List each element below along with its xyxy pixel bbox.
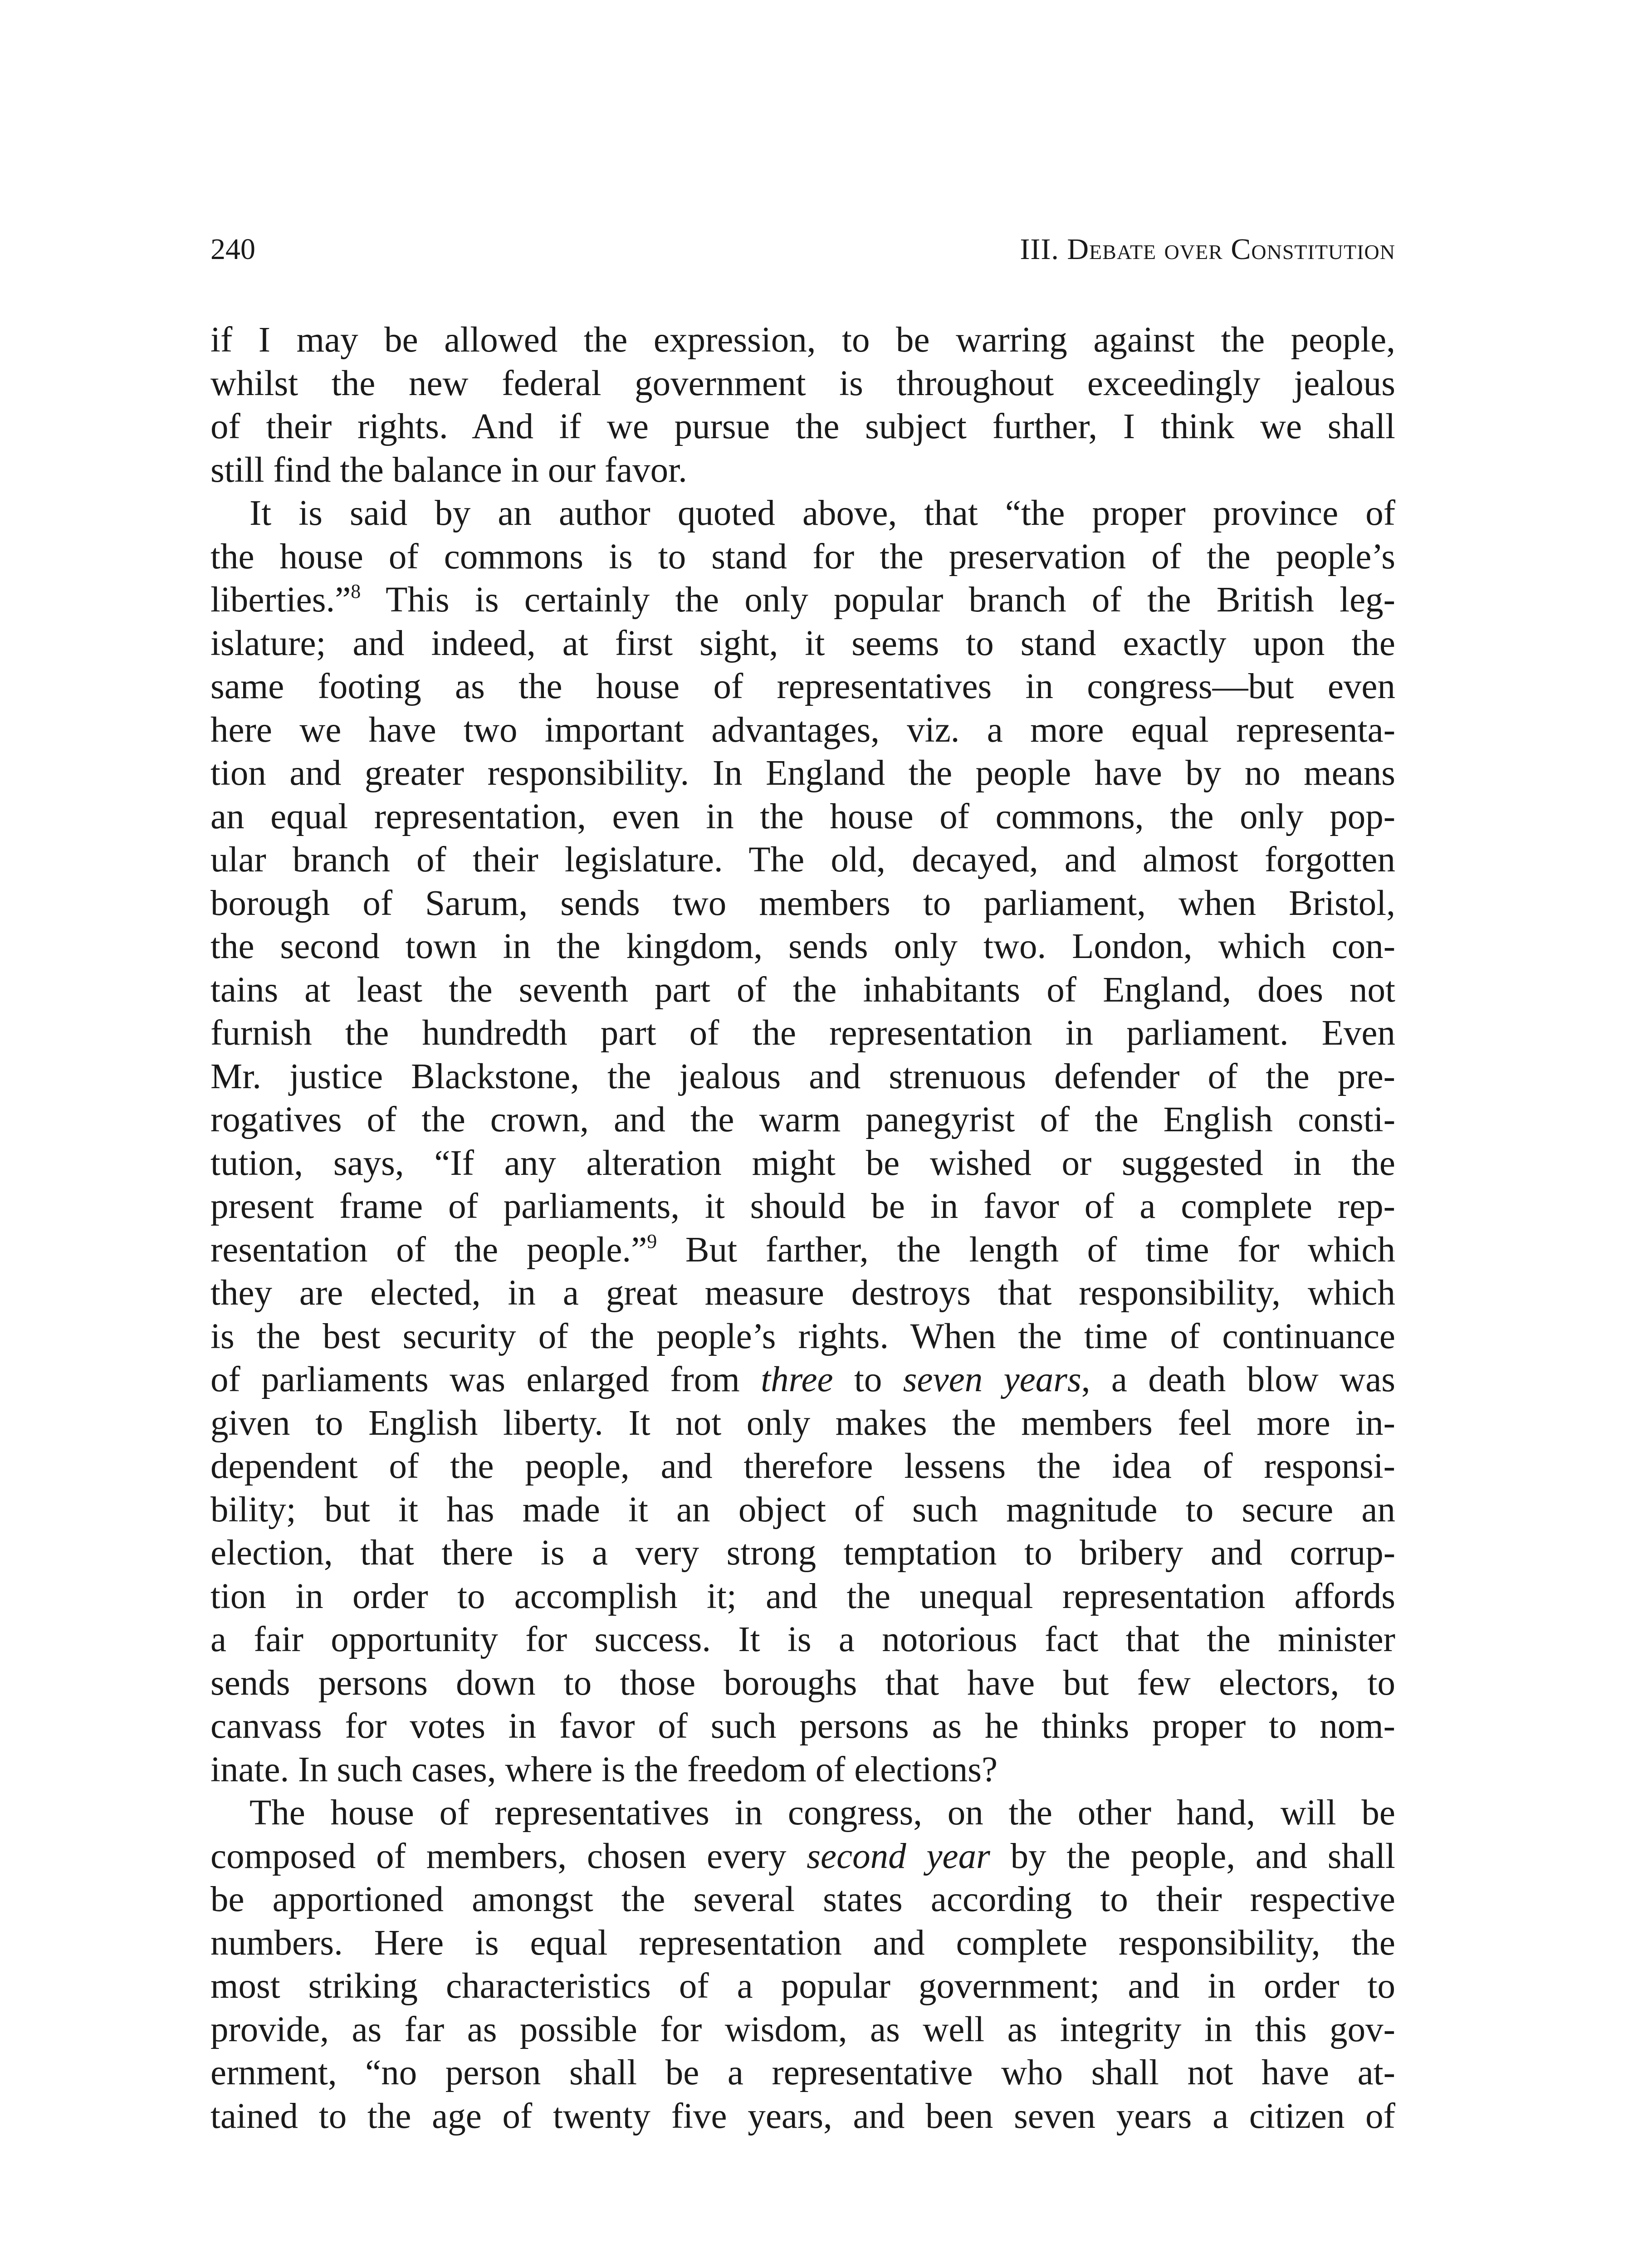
text-segment: of their rights. And if we pursue the subject further, I think we shall bbox=[210, 407, 1395, 446]
paragraph bbox=[210, 318, 1395, 492]
text-line bbox=[210, 795, 1395, 839]
text-line bbox=[210, 1705, 1395, 1748]
text-segment: tution, says, “If any alteration might be wished or suggested in the bbox=[210, 1143, 1395, 1183]
paragraph bbox=[210, 492, 1395, 1791]
running-head-title: Debate over Constitution bbox=[1067, 233, 1395, 266]
text-segment: numbers. Here is equal representation and complete responsibility, the bbox=[210, 1923, 1395, 1963]
text-segment: same footing as the house of representatives in congress—but even bbox=[210, 667, 1395, 706]
text-segment: a fair opportunity for success. It is a notorious fact that the minister bbox=[210, 1620, 1395, 1659]
text-line bbox=[210, 1531, 1395, 1575]
text-line bbox=[210, 968, 1395, 1012]
text-segment: election, that there is a very strong temptation to bribery and corrup- bbox=[210, 1533, 1395, 1573]
text-segment: borough of Sarum, sends two members to parliament, when Bristol, bbox=[210, 883, 1395, 923]
text-line bbox=[210, 1098, 1395, 1142]
text-line bbox=[210, 1228, 1395, 1272]
text-line bbox=[210, 2008, 1395, 2052]
text-segment: provide, as far as possible for wisdom, as well as integrity in this gov- bbox=[210, 2009, 1395, 2049]
text-segment: liberties.” bbox=[210, 580, 351, 620]
page-number: 240 bbox=[210, 233, 255, 266]
text-segment: ular branch of their legislature. The old, decayed, and almost forgotten bbox=[210, 840, 1395, 880]
text-line bbox=[210, 752, 1395, 795]
text-line bbox=[210, 1055, 1395, 1099]
text-segment: tained to the age of twenty five years, and been seven years a citizen of bbox=[210, 2096, 1395, 2136]
text-line bbox=[210, 1965, 1395, 2008]
text-line bbox=[210, 838, 1395, 882]
text-line bbox=[210, 2051, 1395, 2095]
italic-text: seven years bbox=[903, 1360, 1081, 1399]
text-line bbox=[210, 1575, 1395, 1618]
text-segment: tains at least the seventh part of the inhabitants of England, does not bbox=[210, 970, 1395, 1010]
italic-text: three bbox=[761, 1360, 833, 1399]
text-segment: This is certainly the only popular branch of the British leg- bbox=[361, 580, 1395, 620]
text-segment: , a death blow was bbox=[1081, 1360, 1395, 1399]
text-line bbox=[210, 665, 1395, 709]
running-head bbox=[1020, 222, 1395, 277]
text-segment: The house of representatives in congress, on the other hand, will be bbox=[249, 1793, 1395, 1833]
text-segment: they are elected, in a great measure destroys that responsibility, which bbox=[210, 1273, 1395, 1313]
text-line bbox=[210, 492, 1395, 535]
text-segment: an equal representation, even in the house of commons, the only pop- bbox=[210, 797, 1395, 836]
text-segment: rogatives of the crown, and the warm panegyrist of the English consti- bbox=[210, 1100, 1395, 1139]
text-line bbox=[210, 1921, 1395, 1965]
text-line bbox=[210, 925, 1395, 968]
text-line bbox=[210, 1662, 1395, 1705]
text-line bbox=[210, 1358, 1395, 1402]
text-segment: whilst the new federal government is throughout exceedingly jealous bbox=[210, 363, 1395, 403]
text-segment: But farther, the length of time for which bbox=[657, 1230, 1395, 1270]
text-line bbox=[210, 449, 1395, 492]
text-segment: sends persons down to those boroughs that have but few electors, to bbox=[210, 1663, 1395, 1703]
text-segment: islature; and indeed, at first sight, it seems to stand exactly upon the bbox=[210, 623, 1395, 663]
paragraph bbox=[210, 1791, 1395, 2138]
text-segment: the second town in the kingdom, sends only two. London, which con- bbox=[210, 927, 1395, 966]
text-line bbox=[210, 1142, 1395, 1185]
text-segment: composed of members, chosen every bbox=[210, 1836, 807, 1876]
text-line bbox=[210, 1271, 1395, 1315]
text-line bbox=[210, 1878, 1395, 1921]
text-segment: dependent of the people, and therefore lessens the idea of responsi- bbox=[210, 1447, 1395, 1486]
text-line bbox=[210, 1488, 1395, 1532]
text-segment: tion and greater responsibility. In England the people have by no means bbox=[210, 753, 1395, 793]
text-segment: resentation of the people.” bbox=[210, 1230, 647, 1270]
text-segment: inate. In such cases, where is the freedom of elections? bbox=[210, 1750, 998, 1789]
running-head-part-number: III. bbox=[1020, 233, 1067, 266]
text-segment: bility; but it has made it an object of such magnitude to secure an bbox=[210, 1490, 1395, 1530]
text-segment: ernment, “no person shall be a representative who shall not have at- bbox=[210, 2053, 1395, 2092]
text-segment: present frame of parliaments, it should be in favor of a complete rep- bbox=[210, 1187, 1395, 1226]
text-line bbox=[210, 1402, 1395, 1445]
text-segment: Mr. justice Blackstone, the jealous and strenuous defender of the pre- bbox=[210, 1056, 1395, 1096]
text-line bbox=[210, 1185, 1395, 1228]
text-line bbox=[210, 622, 1395, 665]
text-line bbox=[210, 709, 1395, 752]
text-line bbox=[210, 1618, 1395, 1662]
text-segment: if I may be allowed the expression, to be warring against the people, bbox=[210, 320, 1395, 360]
text-line bbox=[210, 1012, 1395, 1055]
text-line bbox=[210, 405, 1395, 449]
text-line bbox=[210, 2095, 1395, 2138]
text-line bbox=[210, 535, 1395, 579]
text-line bbox=[210, 578, 1395, 622]
text-segment: still find the balance in our favor. bbox=[210, 450, 687, 490]
text-segment: tion in order to accomplish it; and the unequal representation affords bbox=[210, 1576, 1395, 1616]
footnote-reference: 8 bbox=[351, 580, 361, 602]
page-header bbox=[210, 222, 1395, 277]
text-segment: furnish the hundredth part of the representation in parliament. Even bbox=[210, 1013, 1395, 1053]
text-segment: of parliaments was enlarged from bbox=[210, 1360, 761, 1399]
text-line bbox=[210, 1835, 1395, 1878]
text-segment: to bbox=[833, 1360, 903, 1399]
text-segment: canvass for votes in favor of such persons as he thinks proper to nom- bbox=[210, 1706, 1395, 1746]
text-segment: here we have two important advantages, viz. a more equal representa- bbox=[210, 710, 1395, 750]
text-segment: by the people, and shall bbox=[990, 1836, 1396, 1876]
text-line bbox=[210, 1748, 1395, 1792]
text-segment: the house of commons is to stand for the preservation of the people’s bbox=[210, 537, 1395, 577]
text-segment: most striking characteristics of a popular government; and in order to bbox=[210, 1966, 1395, 2006]
text-line bbox=[210, 1445, 1395, 1488]
text-line bbox=[210, 1315, 1395, 1359]
text-line bbox=[210, 362, 1395, 406]
body-text bbox=[210, 318, 1395, 2138]
text-line bbox=[210, 882, 1395, 925]
text-line bbox=[210, 1791, 1395, 1835]
italic-text: second year bbox=[807, 1836, 990, 1876]
text-segment: be apportioned amongst the several states according to their respective bbox=[210, 1880, 1395, 1919]
text-segment: is the best security of the people’s rights. When the time of continuance bbox=[210, 1316, 1395, 1356]
footnote-reference: 9 bbox=[647, 1230, 657, 1252]
text-segment: given to English liberty. It not only makes the members feel more in- bbox=[210, 1403, 1395, 1443]
text-segment: It is said by an author quoted above, that “the proper province of bbox=[249, 494, 1395, 533]
text-line bbox=[210, 318, 1395, 362]
